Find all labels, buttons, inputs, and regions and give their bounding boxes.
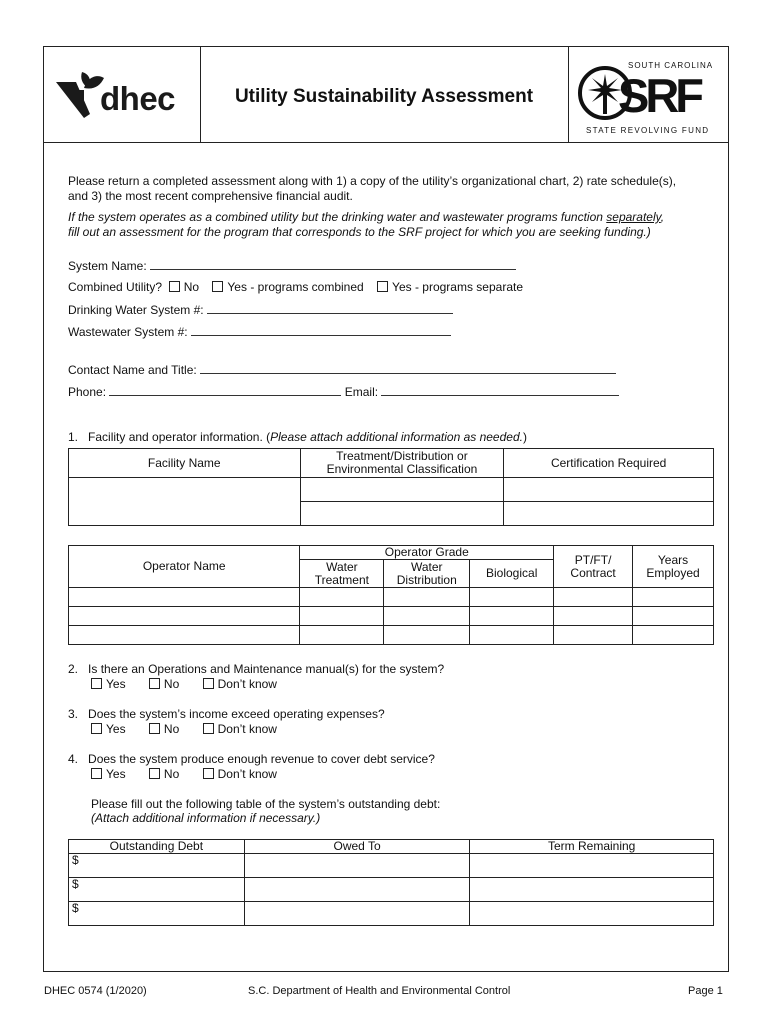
operator-cell[interactable] bbox=[384, 607, 470, 626]
intro-line-2: and 3) the most recent comprehensive financial audit. bbox=[68, 189, 353, 203]
intro-italic-underlined: separately bbox=[606, 210, 661, 224]
question-3-text: Does the system’s income exceed operating expenses? bbox=[88, 707, 385, 721]
term-cell[interactable] bbox=[470, 854, 714, 878]
intro-italic-text: If the system operates as a combined utility but the drinking water and wastewater programs function bbox=[68, 210, 607, 224]
page-number: Page 1 bbox=[688, 985, 723, 997]
q4-no-checkbox[interactable] bbox=[149, 768, 160, 779]
certification-cell[interactable] bbox=[504, 478, 714, 502]
intro-italic-line-1 bbox=[68, 210, 664, 225]
operator-header-row-1 bbox=[69, 546, 714, 560]
system-name-row bbox=[68, 258, 516, 274]
question-4-text: Does the system produce enough revenue to cover debt service? bbox=[88, 752, 435, 766]
q4-no-label: No bbox=[163, 767, 180, 781]
table-row bbox=[69, 588, 714, 607]
operator-cell[interactable] bbox=[300, 607, 384, 626]
question-3-number: 3. bbox=[68, 707, 79, 721]
operator-cell[interactable] bbox=[384, 588, 470, 607]
drinking-water-row bbox=[68, 302, 453, 318]
question-4-number: 4. bbox=[68, 752, 79, 766]
question-2-number: 2. bbox=[68, 662, 79, 676]
owed-to-cell[interactable] bbox=[244, 878, 470, 902]
srf-logo-bottom-text: STATE REVOLVING FUND bbox=[586, 126, 710, 135]
q3-yes-checkbox[interactable] bbox=[91, 723, 102, 734]
system-name-label: System Name: bbox=[68, 259, 147, 273]
water-treatment-header-line-1: Water bbox=[326, 559, 358, 574]
phone-field[interactable] bbox=[109, 384, 341, 396]
system-name-field[interactable] bbox=[150, 258, 516, 270]
facility-name-cell[interactable] bbox=[69, 478, 301, 526]
wastewater-field[interactable] bbox=[191, 324, 451, 336]
combined-yes-checkbox[interactable] bbox=[212, 281, 223, 292]
q2-no-label: No bbox=[163, 677, 180, 691]
question-4-options bbox=[91, 767, 277, 782]
water-distribution-header-line-2: Distribution bbox=[396, 572, 457, 587]
debt-amount-cell[interactable]: $ bbox=[69, 902, 245, 926]
email-label: Email: bbox=[344, 385, 379, 399]
table-row bbox=[69, 626, 714, 645]
facility-name-header: Facility Name bbox=[69, 449, 301, 478]
q3-no-label: No bbox=[163, 722, 180, 736]
facility-table bbox=[68, 448, 714, 526]
table-row bbox=[69, 902, 714, 926]
operator-cell[interactable] bbox=[554, 588, 633, 607]
question-1-italic: Please attach additional information as needed. bbox=[270, 430, 523, 444]
operator-cell[interactable] bbox=[633, 607, 714, 626]
classification-header-line-1: Treatment/Distribution or bbox=[336, 449, 468, 463]
combined-no-label: No bbox=[183, 280, 200, 294]
operator-cell[interactable] bbox=[69, 588, 300, 607]
ptft-header-line-1: PT/FT/ bbox=[574, 552, 612, 567]
operator-cell[interactable] bbox=[300, 588, 384, 607]
certification-cell[interactable] bbox=[504, 502, 714, 526]
owed-to-cell[interactable] bbox=[244, 902, 470, 926]
debt-note: (Attach additional information if necessary.) bbox=[91, 811, 321, 825]
question-1 bbox=[68, 430, 527, 445]
q4-dont-know-checkbox[interactable] bbox=[203, 768, 214, 779]
combined-yes-label: Yes - programs combined bbox=[227, 280, 364, 294]
operator-cell[interactable] bbox=[633, 626, 714, 645]
srf-logo-top-text: SOUTH CAROLINA bbox=[628, 61, 714, 70]
debt-instruction: Please fill out the following table of the system’s outstanding debt: bbox=[91, 797, 441, 811]
srf-logo-text: SRF bbox=[618, 69, 700, 122]
q3-dont-know-checkbox[interactable] bbox=[203, 723, 214, 734]
classification-cell[interactable] bbox=[300, 502, 504, 526]
combined-no-checkbox[interactable] bbox=[169, 281, 180, 292]
water-treatment-header-line-2: Treatment bbox=[314, 572, 369, 587]
contact-row bbox=[68, 362, 616, 378]
phone-label: Phone: bbox=[68, 385, 107, 399]
contact-field[interactable] bbox=[200, 362, 616, 374]
years-header bbox=[633, 546, 714, 588]
operator-cell[interactable] bbox=[633, 588, 714, 607]
drinking-water-field[interactable] bbox=[207, 302, 453, 314]
term-cell[interactable] bbox=[470, 878, 714, 902]
q4-yes-label: Yes bbox=[106, 767, 126, 781]
intro-line-1: Please return a completed assessment along with 1) a copy of the utility’s organizational chart, 2) rate schedule(s), bbox=[68, 174, 677, 188]
years-header-line-2: Employed bbox=[646, 565, 700, 580]
q3-no-checkbox[interactable] bbox=[149, 723, 160, 734]
dhec-logo-text: dhec bbox=[100, 80, 176, 117]
combined-utility-label: Combined Utility? bbox=[68, 280, 163, 294]
table-row bbox=[69, 478, 714, 502]
q2-dont-know-label: Don’t know bbox=[217, 677, 277, 691]
operator-cell[interactable] bbox=[470, 626, 554, 645]
q3-yes-label: Yes bbox=[106, 722, 126, 736]
classification-cell[interactable] bbox=[300, 478, 504, 502]
wastewater-label: Wastewater System #: bbox=[68, 325, 188, 339]
question-2 bbox=[68, 662, 444, 677]
phone-email-row bbox=[68, 384, 619, 400]
footer-department: S.C. Department of Health and Environmental Control bbox=[248, 985, 511, 997]
water-distribution-header-line-1: Water bbox=[410, 559, 443, 574]
q2-yes-label: Yes bbox=[106, 677, 126, 691]
q4-yes-checkbox[interactable] bbox=[91, 768, 102, 779]
combined-utility-row bbox=[68, 280, 523, 295]
form-number: DHEC 0574 (1/2020) bbox=[44, 985, 147, 997]
question-1-number: 1. bbox=[68, 430, 79, 444]
question-2-options bbox=[91, 677, 277, 692]
table-row bbox=[69, 878, 714, 902]
palmetto-logo-icon bbox=[54, 70, 106, 122]
header-divider bbox=[43, 142, 729, 143]
question-1-text: Facility and operator information. ( bbox=[88, 430, 271, 444]
operator-cell[interactable] bbox=[300, 626, 384, 645]
separate-yes-label: Yes - programs separate bbox=[392, 280, 524, 294]
question-1-suffix: ) bbox=[522, 430, 527, 444]
operator-cell[interactable] bbox=[69, 626, 300, 645]
debt-amount-cell[interactable]: $ bbox=[69, 854, 245, 878]
header-divider-right bbox=[568, 46, 569, 142]
table-row bbox=[69, 607, 714, 626]
debt-header-row bbox=[69, 840, 714, 854]
q4-dont-know-label: Don’t know bbox=[217, 767, 277, 781]
term-remaining-header: Term Remaining bbox=[470, 840, 714, 854]
operator-name-header: Operator Name bbox=[69, 546, 300, 588]
operator-cell[interactable] bbox=[470, 588, 554, 607]
dhec-logo bbox=[54, 70, 106, 125]
years-header-line-1: Years bbox=[657, 552, 689, 567]
q3-dont-know-label: Don’t know bbox=[217, 722, 277, 736]
owed-to-header: Owed To bbox=[244, 840, 470, 854]
classification-header bbox=[300, 449, 504, 478]
operator-cell[interactable] bbox=[554, 626, 633, 645]
ptft-header-line-2: Contract bbox=[570, 565, 616, 580]
q2-dont-know-checkbox[interactable] bbox=[203, 678, 214, 689]
biological-header: Biological bbox=[470, 560, 554, 588]
wastewater-row bbox=[68, 324, 451, 340]
operator-grade-header: Operator Grade bbox=[300, 546, 554, 560]
operator-cell[interactable] bbox=[384, 626, 470, 645]
question-2-text: Is there an Operations and Maintenance manual(s) for the system? bbox=[88, 662, 445, 676]
q2-no-checkbox[interactable] bbox=[149, 678, 160, 689]
term-cell[interactable] bbox=[470, 902, 714, 926]
operator-cell[interactable] bbox=[554, 607, 633, 626]
contact-label: Contact Name and Title: bbox=[68, 363, 197, 377]
debt-table bbox=[68, 839, 714, 926]
q2-yes-checkbox[interactable] bbox=[91, 678, 102, 689]
water-distribution-header bbox=[384, 560, 470, 588]
page-title: Utility Sustainability Assessment bbox=[234, 86, 534, 107]
intro-italic-line-2: fill out an assessment for the program that corresponds to the SRF project for which you are seeking funding.) bbox=[68, 225, 651, 239]
question-3-options bbox=[91, 722, 277, 737]
email-field[interactable] bbox=[381, 384, 619, 396]
operator-table bbox=[68, 545, 714, 645]
intro-italic-punct: , bbox=[660, 210, 665, 224]
facility-header-row bbox=[69, 449, 714, 478]
drinking-water-label: Drinking Water System #: bbox=[68, 303, 204, 317]
owed-to-cell[interactable] bbox=[244, 854, 470, 878]
classification-header-line-2: Environmental Classification bbox=[326, 462, 478, 476]
water-treatment-header bbox=[300, 560, 384, 588]
question-4 bbox=[68, 752, 435, 767]
table-row bbox=[69, 854, 714, 878]
ptft-header bbox=[554, 546, 633, 588]
operator-cell[interactable] bbox=[69, 607, 300, 626]
outstanding-debt-header: Outstanding Debt bbox=[69, 840, 245, 854]
operator-cell[interactable] bbox=[470, 607, 554, 626]
certification-header: Certification Required bbox=[504, 449, 714, 478]
question-3 bbox=[68, 707, 385, 722]
debt-amount-cell[interactable]: $ bbox=[69, 878, 245, 902]
separate-yes-checkbox[interactable] bbox=[377, 281, 388, 292]
